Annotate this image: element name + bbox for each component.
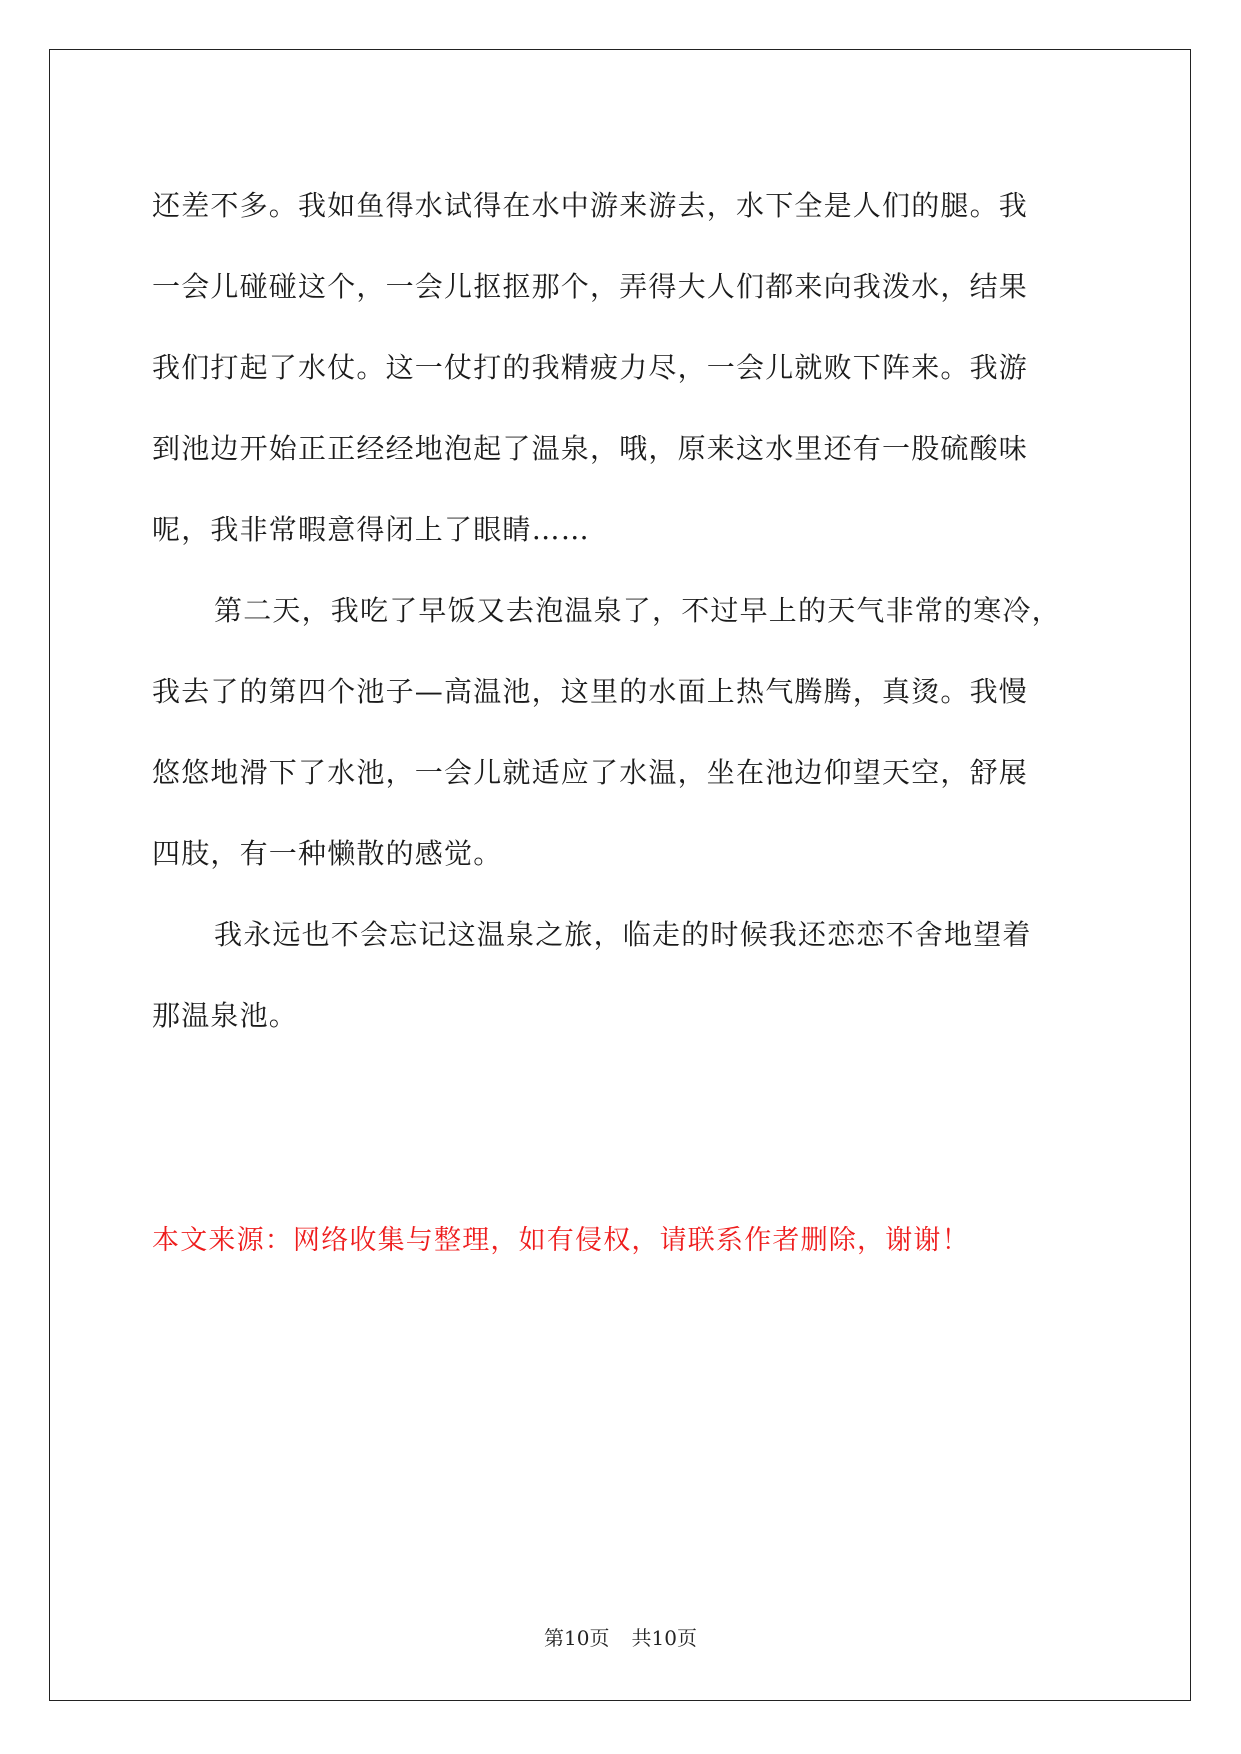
- paragraph-line: 一会儿碰碰这个，一会儿抠抠那个，弄得大人们都来向我泼水，结果: [152, 270, 1029, 303]
- paragraph-line: 我永远也不会忘记这温泉之旅，临走的时候我还恋恋不舍地望着: [214, 918, 1032, 951]
- paragraph-2: [152, 570, 1087, 894]
- paragraph-line: 第二天，我吃了早饭又去泡温泉了，不过早上的天气非常的寒冷，: [214, 594, 1061, 627]
- paragraph-line: 悠悠地滑下了水池，一会儿就适应了水温，坐在池边仰望天空，舒展: [152, 756, 1029, 789]
- document-body: [152, 165, 1087, 1056]
- source-note: 本文来源：网络收集与整理，如有侵权，请联系作者删除，谢谢！: [152, 1225, 970, 1256]
- page-footer: [0, 1623, 1241, 1653]
- paragraph-line: 四肢，有一种懒散的感觉。: [152, 837, 503, 870]
- paragraph-line: 还差不多。我如鱼得水试得在水中游来游去，水下全是人们的腿。我: [152, 189, 1029, 222]
- paragraph-line: 到池边开始正正经经地泡起了温泉，哦，原来这水里还有一股硫酸味: [152, 432, 1029, 465]
- paragraph-3: [152, 894, 1087, 1056]
- paragraph-1: [152, 165, 1087, 570]
- paragraph-line: 我们打起了水仗。这一仗打的我精疲力尽，一会儿就败下阵来。我游: [152, 351, 1029, 384]
- paragraph-line: 那温泉池。: [152, 999, 299, 1032]
- paragraph-line: 呢，我非常暇意得闭上了眼睛……: [152, 513, 591, 546]
- page-number: 第10页: [544, 1626, 610, 1650]
- paragraph-line: 我去了的第四个池子—高温池，这里的水面上热气腾腾，真烫。我慢: [152, 675, 1029, 708]
- page-total: 共10页: [631, 1626, 697, 1650]
